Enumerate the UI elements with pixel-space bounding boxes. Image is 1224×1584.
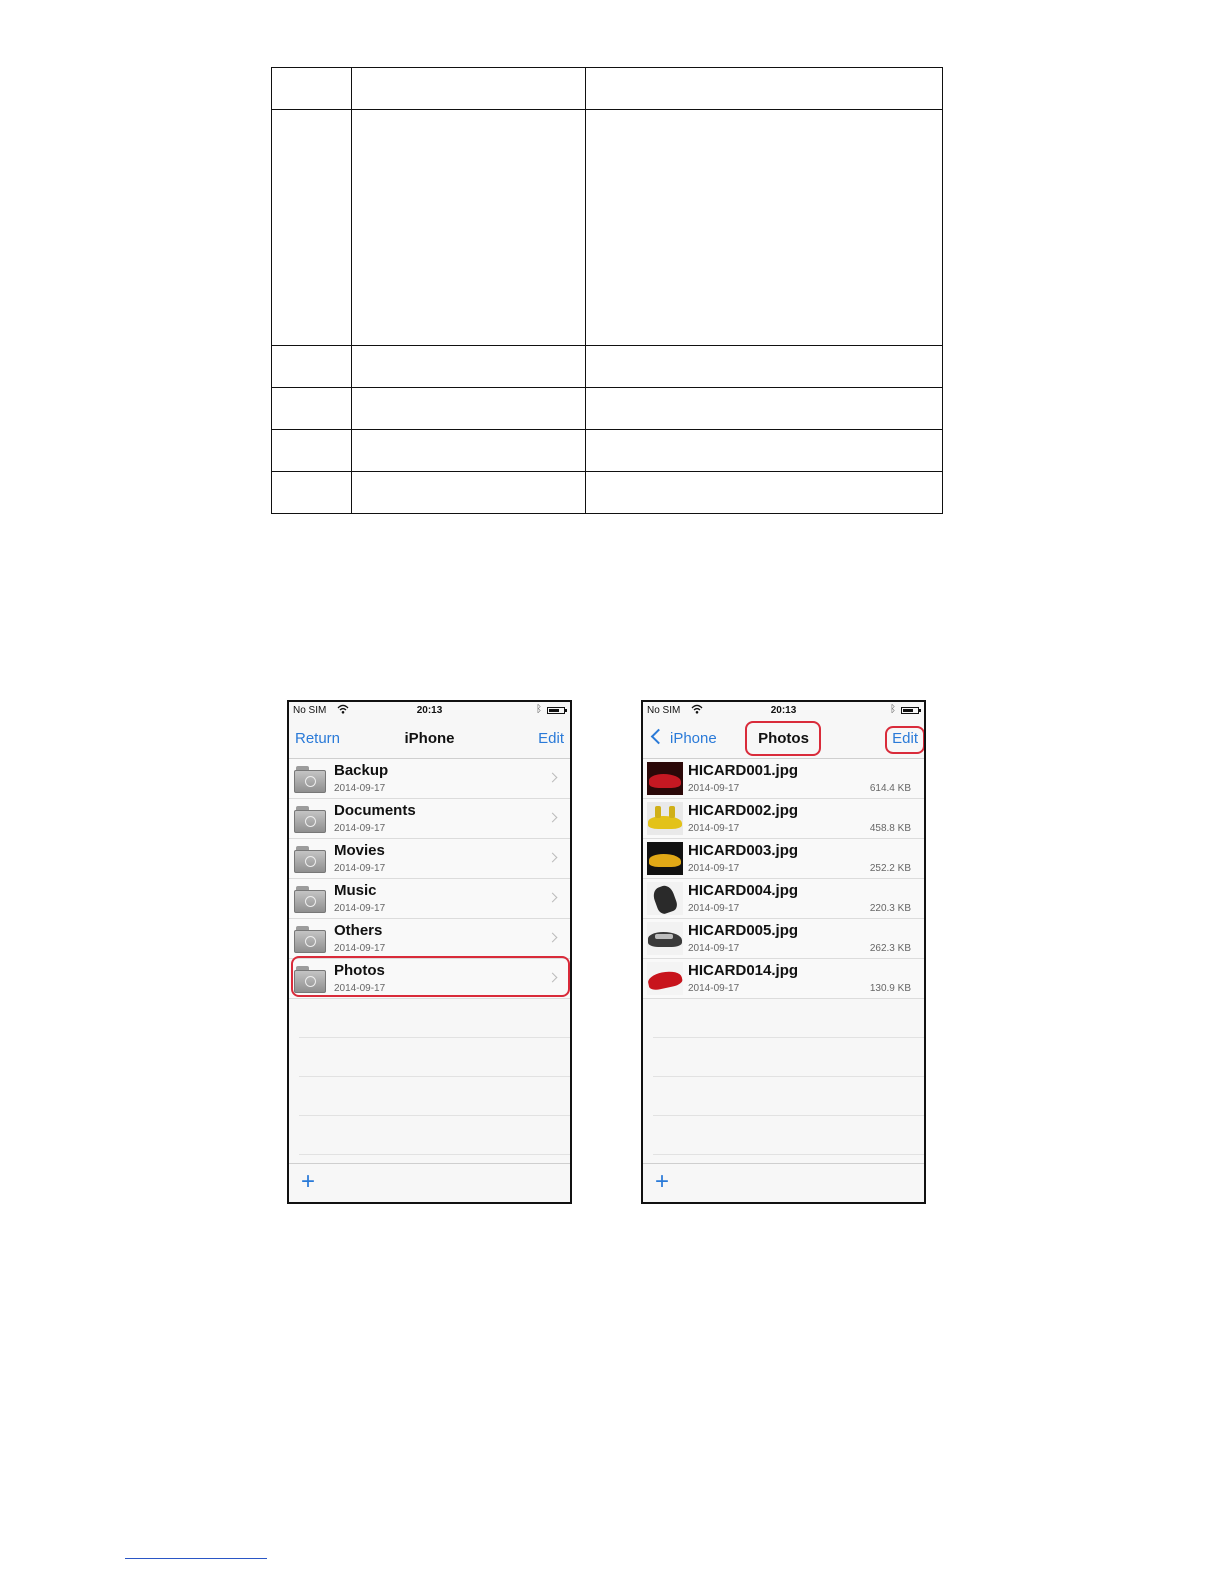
table-cell	[272, 472, 352, 514]
item-name: Photos	[334, 962, 385, 979]
folder-icon	[294, 926, 326, 953]
highlight-title	[745, 721, 821, 756]
file-name: HICARD003.jpg	[688, 842, 799, 859]
table-cell	[272, 110, 352, 346]
table-cell	[272, 388, 352, 430]
file-name: HICARD005.jpg	[688, 922, 799, 939]
bluetooth-icon: ᛒ	[536, 704, 542, 715]
add-button[interactable]: +	[655, 1168, 670, 1195]
carrier-label: No SIM	[293, 705, 327, 716]
table-cell	[272, 68, 352, 110]
file-size: 130.9 KB	[869, 983, 911, 994]
list-item[interactable]	[289, 919, 570, 959]
table-cell	[586, 68, 943, 110]
item-name: Others	[334, 922, 383, 939]
table-cell	[272, 430, 352, 472]
photo-thumbnail	[647, 962, 683, 995]
item-date: 2014-09-17	[334, 943, 386, 954]
clock: 20:13	[770, 705, 797, 716]
list-item[interactable]	[643, 839, 924, 879]
bottom-toolbar	[643, 1163, 924, 1202]
empty-row	[299, 1116, 570, 1155]
table-row	[272, 110, 943, 346]
list-item[interactable]	[289, 879, 570, 919]
list-item[interactable]	[643, 799, 924, 839]
file-name: HICARD004.jpg	[688, 882, 799, 899]
empty-row	[653, 1116, 924, 1155]
file-name: HICARD002.jpg	[688, 802, 799, 819]
footnote-divider	[125, 1558, 267, 1559]
empty-row	[653, 1038, 924, 1077]
item-name: Backup	[334, 762, 389, 779]
table-row	[272, 346, 943, 388]
file-size: 252.2 KB	[869, 863, 911, 874]
list-item[interactable]	[289, 839, 570, 879]
chevron-right-icon	[548, 853, 558, 863]
add-button[interactable]: +	[301, 1168, 316, 1195]
table-row	[272, 430, 943, 472]
photo-thumbnail	[647, 922, 683, 955]
back-label: iPhone	[670, 730, 717, 747]
item-date: 2014-09-17	[334, 903, 386, 914]
table-cell	[352, 110, 586, 346]
empty-row	[299, 1077, 570, 1116]
file-name: HICARD001.jpg	[688, 762, 799, 779]
table-cell	[352, 388, 586, 430]
chevron-right-icon	[548, 933, 558, 943]
photo-thumbnail	[647, 842, 683, 875]
table-cell	[352, 68, 586, 110]
nav-bar	[289, 720, 570, 759]
file-size: 220.3 KB	[869, 903, 911, 914]
file-name: HICARD014.jpg	[688, 962, 799, 979]
list-item[interactable]	[643, 879, 924, 919]
bottom-toolbar	[289, 1163, 570, 1202]
table-row	[272, 472, 943, 514]
file-date: 2014-09-17	[688, 783, 740, 794]
folder-icon	[294, 886, 326, 913]
status-bar	[643, 702, 924, 720]
chevron-right-icon	[548, 893, 558, 903]
table-cell	[586, 110, 943, 346]
empty-row	[299, 999, 570, 1038]
item-date: 2014-09-17	[334, 863, 386, 874]
file-list	[643, 759, 924, 1155]
table-row	[272, 68, 943, 110]
chevron-right-icon	[548, 813, 558, 823]
edit-button[interactable]: Edit	[538, 730, 564, 747]
file-date: 2014-09-17	[688, 823, 740, 834]
file-date: 2014-09-17	[688, 983, 740, 994]
carrier-label: No SIM	[647, 705, 681, 716]
table-cell	[272, 346, 352, 388]
clock: 20:13	[416, 705, 443, 716]
nav-title: Photos	[758, 730, 809, 747]
folder-icon	[294, 766, 326, 793]
photo-thumbnail	[647, 762, 683, 795]
battery-icon	[901, 707, 919, 714]
highlight-photos-row	[291, 956, 570, 997]
photo-thumbnail	[647, 882, 683, 915]
empty-row	[299, 1038, 570, 1077]
edit-button[interactable]: Edit	[892, 730, 918, 747]
photo-thumbnail	[647, 802, 683, 835]
return-button[interactable]: Return	[295, 730, 341, 747]
file-size: 458.8 KB	[869, 823, 911, 834]
table-cell	[352, 346, 586, 388]
list-item[interactable]	[643, 959, 924, 999]
phone-screenshot-photos	[641, 700, 926, 1204]
empty-row	[653, 1077, 924, 1116]
nav-title: iPhone	[404, 730, 455, 747]
empty-row	[653, 999, 924, 1038]
file-size: 614.4 KB	[869, 783, 911, 794]
folder-icon	[294, 806, 326, 833]
status-bar	[289, 702, 570, 720]
item-date: 2014-09-17	[334, 823, 386, 834]
table-cell	[586, 430, 943, 472]
highlight-edit	[885, 726, 925, 754]
table-cell	[586, 472, 943, 514]
list-item[interactable]	[289, 799, 570, 839]
item-date: 2014-09-17	[334, 783, 386, 794]
item-date: 2014-09-17	[334, 983, 386, 994]
table-row	[272, 388, 943, 430]
table-cell	[352, 472, 586, 514]
list-item[interactable]	[289, 759, 570, 799]
empty-table	[271, 67, 943, 514]
battery-icon	[547, 707, 565, 714]
item-name: Documents	[334, 802, 416, 819]
item-name: Music	[334, 882, 377, 899]
folder-icon	[294, 846, 326, 873]
table-cell	[586, 346, 943, 388]
list-item[interactable]	[643, 759, 924, 799]
phone-screenshot-folders	[287, 700, 572, 1204]
file-size: 262.3 KB	[869, 943, 911, 954]
chevron-right-icon	[548, 773, 558, 783]
bluetooth-icon: ᛒ	[890, 704, 896, 715]
file-date: 2014-09-17	[688, 943, 740, 954]
file-date: 2014-09-17	[688, 903, 740, 914]
table-cell	[586, 388, 943, 430]
file-date: 2014-09-17	[688, 863, 740, 874]
item-name: Movies	[334, 842, 385, 859]
table-cell	[352, 430, 586, 472]
list-item[interactable]	[643, 919, 924, 959]
